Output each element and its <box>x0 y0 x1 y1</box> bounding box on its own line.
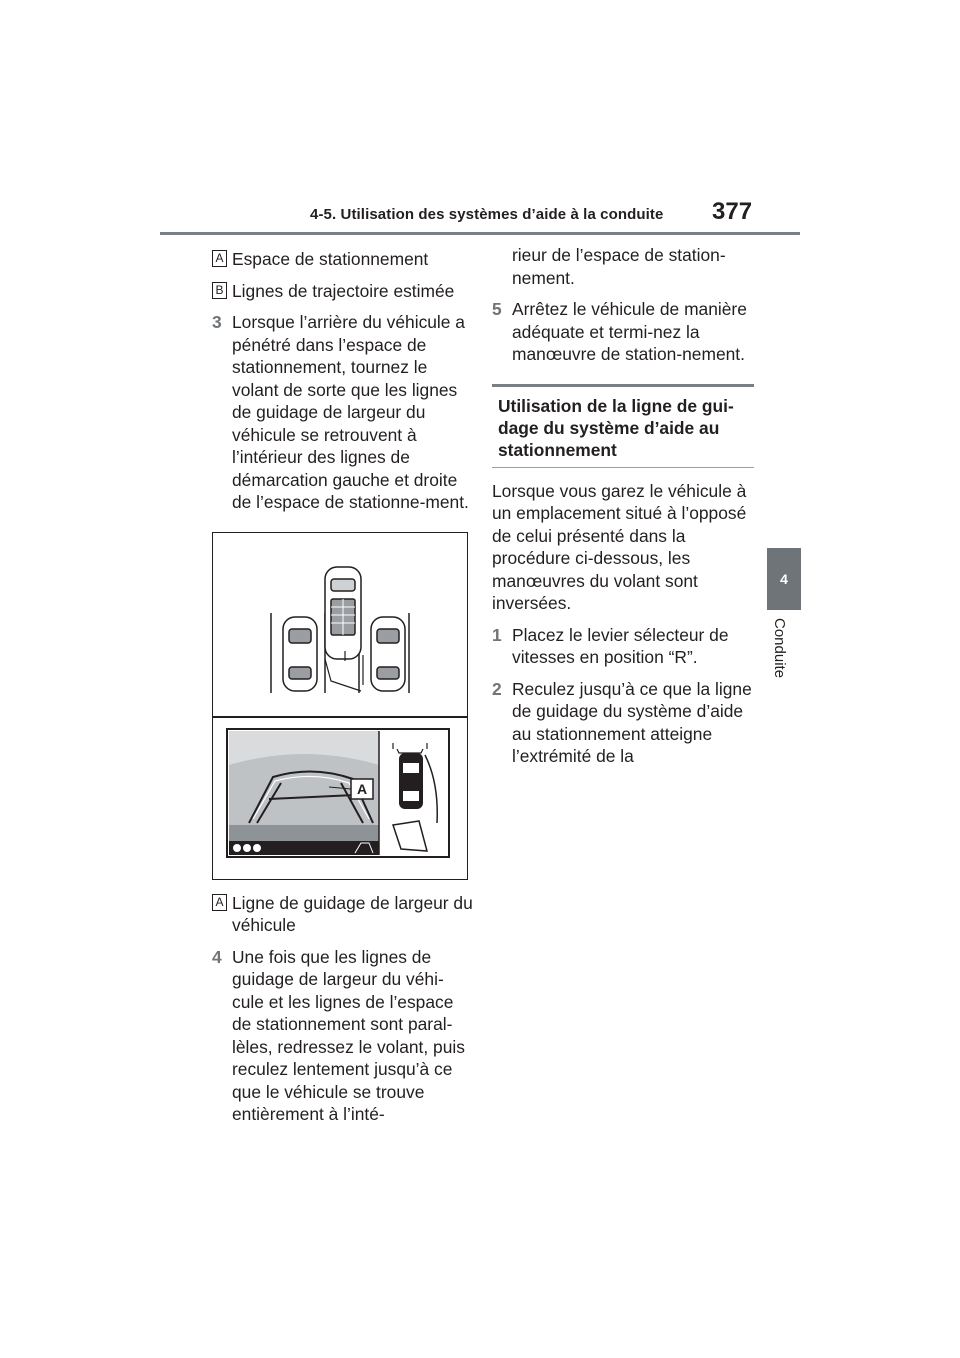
step-4-continued <box>492 244 754 289</box>
page-number: 377 <box>712 198 753 225</box>
header-divider <box>160 232 800 235</box>
step-number: 2 <box>492 678 502 699</box>
step-text: Placez le levier sélecteur de vitesses en position “R”. <box>512 624 729 667</box>
legend-text: Lignes de trajectoire estimée <box>232 280 455 301</box>
section-subheading: Utilisation de la ligne de gui-dage du système d’aide au stationnement <box>492 384 754 468</box>
step-number: 1 <box>492 624 502 645</box>
chapter-tab <box>767 548 801 610</box>
step-number: 4 <box>212 946 222 967</box>
intro-paragraph: Lorsque vous garez le véhicule à un emplacement situé à l’opposé de celui présenté dans la procédure ci-dessous, les manœuvres du volant sont inversées. <box>492 480 747 613</box>
legend-item-a <box>212 248 474 271</box>
step-2 <box>492 678 754 768</box>
step-text: Reculez jusqu’à ce que la ligne de guidage du système d’aide au stationnement atteigne l’extrémité de la <box>512 678 752 766</box>
step-text: Une fois que les lignes de guidage de largeur du véhi-cule et les lignes de l’espace de stationnement sont paral-lèles, redressez le volant, puis reculez lentement jusqu’à ce que le véhicule se trouve entièrement à l’inté- <box>232 946 465 1124</box>
step-number: 3 <box>212 312 222 332</box>
step-number: 5 <box>492 299 502 319</box>
chapter-number: 4 <box>780 571 788 587</box>
chapter-label: Conduite <box>771 618 788 679</box>
figure-callout-a: A <box>356 780 368 797</box>
left-column <box>212 248 474 1135</box>
parking-diagram-icon <box>213 533 467 879</box>
step-text: Lorsque l’arrière du véhicule a pénétré dans l’espace de stationnement, tournez le volant de sorte que les lignes de guidage de largeur du véhicule se retrouvent à l’intérieur des lignes de démarcation gauche et droite de l’espace de stationne-ment. <box>232 312 469 512</box>
step-text: Arrêtez le véhicule de manière adéquate et termi-nez la manœuvre de station-nement. <box>512 299 747 364</box>
right-column <box>492 244 754 777</box>
legend-text: Ligne de guidage de largeur du véhicule <box>232 892 473 935</box>
badge-b: B <box>212 282 227 299</box>
legend-item-b <box>212 280 474 303</box>
step-5 <box>492 298 754 366</box>
parking-illustration <box>212 532 468 880</box>
legend-text: Espace de stationnement <box>232 249 429 269</box>
step-3 <box>212 311 474 514</box>
step-1 <box>492 624 754 669</box>
legend-item-a2 <box>212 892 474 937</box>
step-text: rieur de l’espace de station-nement. <box>512 245 726 288</box>
badge-a: A <box>212 250 227 267</box>
section-title: 4-5. Utilisation des systèmes d’aide à la conduite <box>310 206 664 223</box>
badge-a: A <box>212 894 227 911</box>
step-4 <box>212 946 474 1126</box>
